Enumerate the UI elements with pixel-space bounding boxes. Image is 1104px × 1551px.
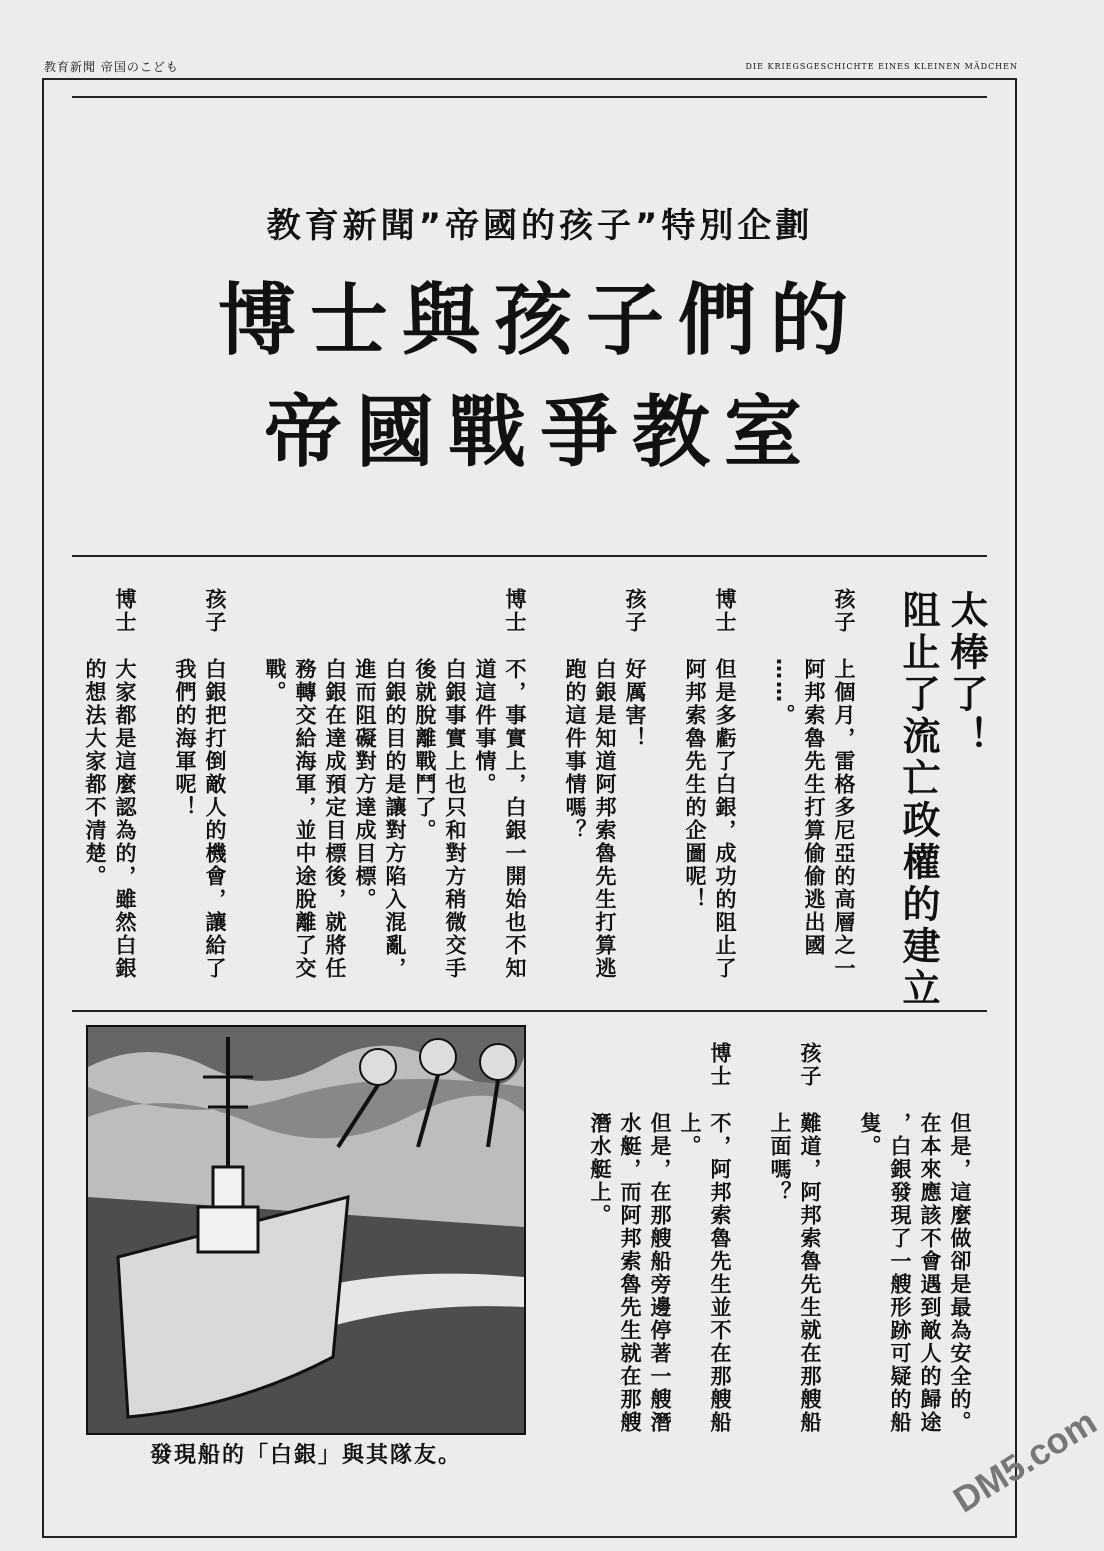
speaker-label: 孩子 <box>623 588 647 634</box>
dialogue-line: 潛水艇上。 <box>588 1112 612 1227</box>
dialogue-line: 難道，阿邦索魯先生就在那艘船 <box>798 1112 822 1434</box>
headline-line-2: 阻止了流亡政權的建立 <box>896 590 940 1010</box>
dialogue-line: 後就脫離戰鬥了。 <box>413 658 437 842</box>
dialogue-line: 道這件事情。 <box>473 658 497 796</box>
dialogue-line: 跑的這件事情嗎？ <box>563 658 587 842</box>
dialogue-line: 上面嗎？ <box>768 1112 792 1204</box>
mid-rule <box>72 555 987 557</box>
header-right: DIE KRIEGSGESCHICHTE EINES KLEINEN MÄDCHEN <box>745 62 1018 71</box>
speaker-label: 孩子 <box>798 1042 822 1088</box>
dialogue-line: 務轉交給海軍，並中途脫離了交 <box>293 658 317 980</box>
dialogue-line: 但是，在那艘船旁邊停著一艘潛 <box>648 1112 672 1434</box>
speaker-label: 博士 <box>713 588 737 634</box>
dialogue-line: 阿邦索魯先生的企圖呢！ <box>683 658 707 911</box>
illustration-panel <box>86 1025 526 1435</box>
speaker-label: 博士 <box>503 588 527 634</box>
dialogue-line: 水艇，而阿邦索魯先生就在那艘 <box>618 1112 642 1434</box>
header-left: 教育新聞 帝国のこども <box>44 60 179 74</box>
dialogue-line: 進而阻礙對方達成目標。 <box>353 658 377 911</box>
dialogue-line: 戰。 <box>263 658 287 704</box>
dialogue-line: 但是，這麼做卻是最為安全的。 <box>948 1112 972 1434</box>
top-rule <box>72 96 987 98</box>
title-line-2: 帝國戰爭教室 <box>263 388 816 478</box>
dialogue-line: 不，事實上，白銀一開始也不知 <box>503 658 527 980</box>
dialogue-line: 好厲害！ <box>623 658 647 750</box>
dialogue-line: 在本來應該不會遇到敵人的歸途 <box>918 1112 942 1434</box>
dialogue-line: ，白銀發現了一艘形跡可疑的船 <box>888 1112 912 1434</box>
dialogue-line: 上個月，雷格多尼亞的高層之一 <box>832 658 856 980</box>
dialogue-line: 白銀把打倒敵人的機會，讓給了 <box>203 658 227 980</box>
dialogue-line: 白銀在達成預定目標後，就將任 <box>323 658 347 980</box>
speaker-label: 孩子 <box>832 588 856 634</box>
headline-line-1: 太棒了！ <box>944 590 988 758</box>
speaker-label: 博士 <box>113 588 137 634</box>
dialogue-line: 白銀的目的是讓對方陷入混亂， <box>383 658 407 980</box>
speaker-label: 孩子 <box>203 588 227 634</box>
dialogue-line: 大家都是這麼認為的，雖然白銀 <box>113 658 137 980</box>
ship-illustration <box>88 1027 524 1433</box>
dialogue-line: 但是多虧了白銀，成功的阻止了 <box>713 658 737 980</box>
dialogue-line: ……。 <box>772 658 796 727</box>
dialogue-line: 上。 <box>678 1112 702 1158</box>
lower-rule <box>72 1010 987 1012</box>
speaker-label: 博士 <box>708 1042 732 1088</box>
dialogue-line: 我們的海軍呢！ <box>173 658 197 819</box>
title-line-1: 博士與孩子們的 <box>217 276 862 366</box>
title-sub: 教育新聞”帝國的孩子”特別企劃 <box>266 206 814 246</box>
watermark-logo: DM5.com <box>946 1400 1104 1521</box>
dialogue-line: 白銀事實上也只和對方稍微交手 <box>443 658 467 980</box>
dialogue-line: 的想法大家都不清楚。 <box>83 658 107 888</box>
image-caption: 發現船的「白銀」與其隊友。 <box>150 1443 463 1468</box>
dialogue-line: 阿邦索魯先生打算偷偷逃出國 <box>802 658 826 957</box>
dialogue-line: 不，阿邦索魯先生並不在那艘船 <box>708 1112 732 1434</box>
dialogue-line: 白銀是知道阿邦索魯先生打算逃 <box>593 658 617 980</box>
dialogue-line: 隻。 <box>858 1112 882 1158</box>
